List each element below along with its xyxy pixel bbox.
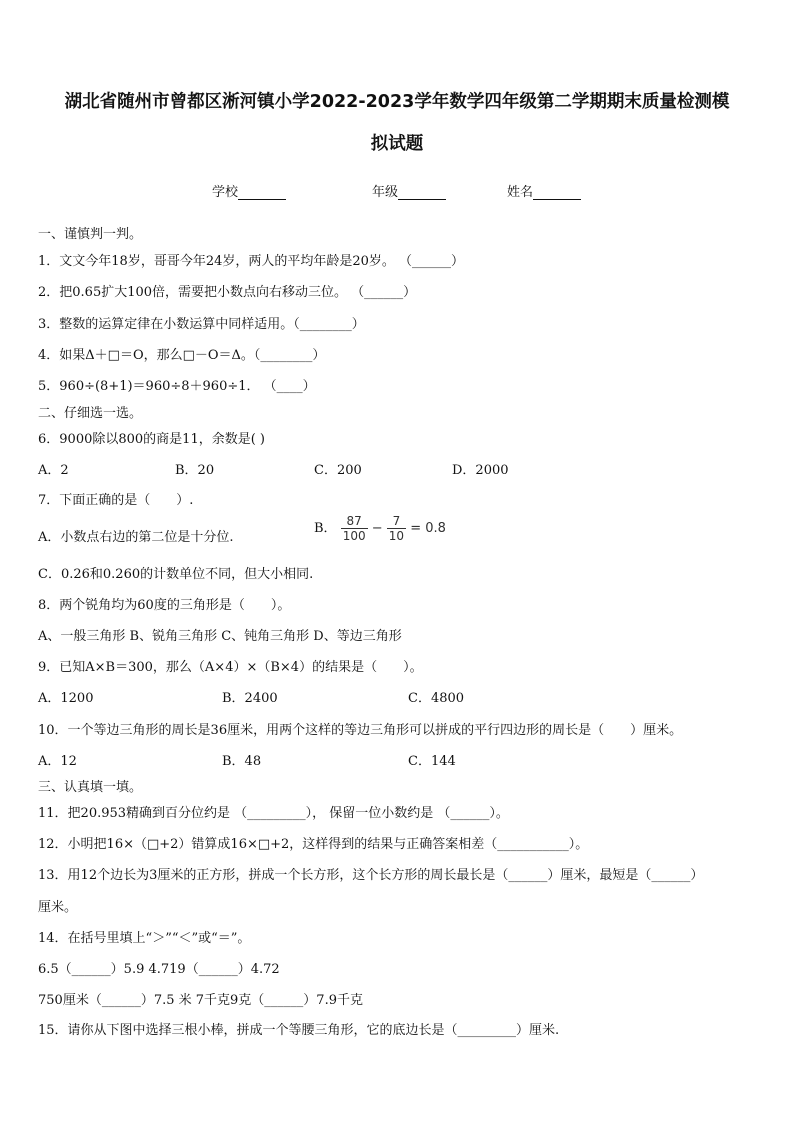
q14-row-2: 750厘米（______）7.5 米 7千克9克（______）7.9千克: [38, 993, 363, 1008]
q14-row-1: 6.5（______）5.9 4.719（______）4.72: [38, 962, 280, 977]
minus-sign: −: [371, 521, 383, 536]
question-13-continued: 厘米。: [38, 900, 78, 915]
q9-option-c: C．4800: [408, 691, 465, 706]
question-4: 4．如果Δ＋□＝O，那么□－O＝Δ。（________）: [38, 348, 326, 363]
equals-value: = 0.8: [410, 521, 446, 536]
fraction-7-10: [387, 514, 406, 543]
q9-option-a: A．1200: [38, 691, 94, 706]
grade-blank: [398, 186, 446, 200]
question-6: 6．9000除以800的商是11，余数是( ): [38, 432, 265, 447]
question-3: 3．整数的运算定律在小数运算中同样适用。（________）: [38, 317, 365, 332]
question-5: 5．960÷(8+1)＝960÷8＋960÷1． （____）: [38, 379, 316, 394]
school-field: [212, 181, 286, 200]
name-field: [507, 181, 581, 200]
q7-option-a: A．小数点右边的第二位是十分位.: [38, 530, 234, 545]
page-title-continued: 拟试题: [370, 134, 424, 154]
page-title: 湖北省随州市曾都区淅河镇小学2022-2023学年数学四年级第二学期期末质量检测模: [64, 92, 730, 112]
fraction-87-100: [341, 514, 368, 543]
school-label: 学校: [212, 185, 239, 200]
denominator: 100: [342, 529, 366, 543]
q10-option-b: B．48: [222, 754, 262, 769]
question-9: 9．已知A×B＝300，那么（A×4）×（B×4）的结果是（ ）。: [38, 660, 423, 675]
numerator: 87: [341, 514, 368, 529]
q6-option-c: C．200: [314, 463, 362, 478]
question-12: 12．小明把16×（□+2）错算成16×□+2，这样得到的结果与正确答案相差（___________）。: [38, 837, 589, 852]
numerator: 7: [387, 514, 406, 529]
question-7: 7．下面正确的是（ ）.: [38, 493, 194, 508]
question-13: 13．用12个边长为3厘米的正方形，拼成一个长方形，这个长方形的周长最长是（______）厘米，最短是（______）: [38, 868, 704, 883]
denominator: 10: [388, 529, 405, 543]
section-judge: 一、谨慎判一判。: [38, 227, 143, 242]
section-choice: 二、仔细选一选。: [38, 406, 143, 421]
q7-option-c: C．0.26和0.260的计数单位不同，但大小相同.: [38, 567, 314, 582]
question-15: 15．请你从下图中选择三根小棒，拼成一个等腰三角形，它的底边长是（_________）厘米.: [38, 1023, 560, 1038]
name-label: 姓名: [507, 185, 534, 200]
q7-option-b: [314, 514, 446, 543]
question-10: 10．一个等边三角形的周长是36厘米，用两个这样的等边三角形可以拼成的平行四边形的周长是（ ）厘米。: [38, 723, 683, 738]
q10-option-a: A．12: [38, 754, 77, 769]
question-8: 8．两个锐角均为60度的三角形是（ ）。: [38, 598, 291, 613]
question-11: 11．把20.953精确到百分位约是 （_________）， 保留一位小数约是 （______）。: [38, 806, 509, 821]
section-fill: 三、认真填一填。: [38, 780, 143, 795]
q8-options: A、一般三角形 B、锐角三角形 C、钝角三角形 D、等边三角形: [38, 629, 402, 644]
q6-option-d: D．2000: [452, 463, 509, 478]
q7-option-b-prefix: B．: [314, 521, 337, 536]
grade-label: 年级: [372, 185, 399, 200]
question-14: 14．在括号里填上“＞”“＜”或“＝”。: [38, 931, 251, 946]
grade-field: [372, 181, 446, 200]
question-2: 2．把0.65扩大100倍，需要把小数点向右移动三位。 （______）: [38, 285, 417, 300]
name-blank: [533, 186, 581, 200]
q6-option-a: A．2: [38, 463, 69, 478]
q9-option-b: B．2400: [222, 691, 278, 706]
q6-option-b: B．20: [175, 463, 215, 478]
school-blank: [238, 186, 286, 200]
q10-option-c: C．144: [408, 754, 456, 769]
question-1: 1．文文今年18岁，哥哥今年24岁，两人的平均年龄是20岁。 （______）: [38, 254, 465, 269]
